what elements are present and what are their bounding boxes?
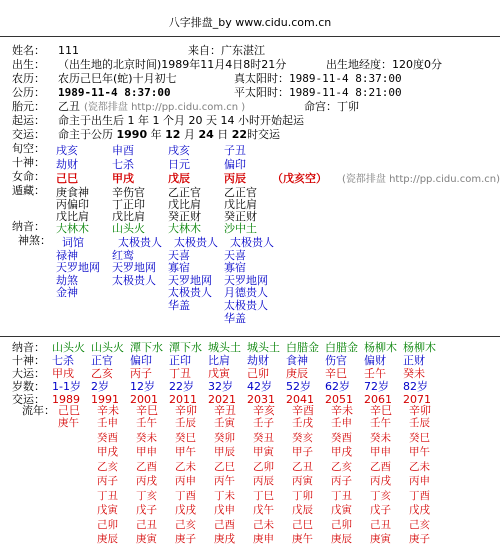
- liunian-cell: 乙亥: [331, 460, 352, 473]
- mean-sun-value: 1989-11-4 8:21:00: [289, 86, 402, 99]
- liunian-cell: 戊辰: [292, 504, 313, 516]
- liunian-cell: 甲子: [292, 446, 313, 458]
- jiaoyun-year: 1990: [116, 128, 148, 141]
- liunian-cell: 己丑: [136, 518, 157, 531]
- shensha-cell: 华盖: [224, 311, 246, 325]
- liunian-cell: 庚辰: [97, 533, 118, 545]
- liunian-cell: 戊寅: [97, 504, 118, 516]
- nayin-cell: 大林木: [168, 222, 201, 235]
- nayin-label: 纳音：: [12, 220, 45, 233]
- liunian-cell: 己巳: [292, 518, 313, 531]
- liunian-cell: 壬辰: [175, 417, 196, 429]
- dayun-cell: 22岁: [169, 380, 194, 393]
- dayun-cell: 城头土: [247, 341, 280, 354]
- solar-value: 1989-11-4 8:37:00: [58, 86, 171, 99]
- shensha-cell: 太极贵人: [118, 236, 162, 249]
- dayun-cell: 2031: [247, 393, 275, 406]
- dayun-cell: 白腊金: [325, 341, 358, 354]
- dayun-cell: 杨柳木: [364, 341, 397, 354]
- dayun-cell: 72岁: [364, 380, 389, 393]
- row-label: 十神：: [12, 354, 45, 367]
- birth-label: 出生：: [12, 58, 45, 71]
- liunian-cell: 丁未: [214, 489, 235, 502]
- jiaoyun-label: 交运：: [12, 128, 45, 141]
- liunian-cell: 乙未: [409, 460, 430, 473]
- dayun-cell: 2001: [130, 393, 158, 406]
- canggan-cell: 戊比肩: [112, 210, 145, 223]
- liunian-head: 辛未: [331, 404, 353, 417]
- liunian-cell: 壬戌: [292, 417, 313, 429]
- dayun-cell: 2071: [403, 393, 431, 406]
- liunian-cell: 丁巳: [253, 489, 274, 502]
- liunian-cell: 戊子: [136, 504, 157, 516]
- shensha-cell: 寡宿: [224, 261, 246, 275]
- liunian-cell: 丁亥: [136, 489, 157, 502]
- shishen-row: [12, 156, 58, 170]
- dayun-cell: 甲戌: [52, 367, 74, 380]
- canggan-row: [12, 184, 58, 198]
- liunian-cell: 庚子: [409, 533, 430, 545]
- liunian-cell: 庚辰: [331, 533, 352, 545]
- nayin-row: [12, 220, 58, 234]
- minggong-value: 丁卯: [337, 100, 359, 113]
- liunian-cell: 丁亥: [370, 489, 391, 502]
- dayun-cell: 劫财: [247, 354, 269, 367]
- dayun-cell: 潭下水: [169, 341, 202, 354]
- liunian-cell: 丙寅: [292, 475, 313, 487]
- liunian-cell: 壬申: [97, 417, 118, 429]
- liunian-head: 辛丑: [214, 404, 236, 417]
- dayun-cell: 正印: [169, 354, 191, 367]
- mean-sun-label: 平太阳时：: [234, 86, 289, 99]
- dayun-cell: 己卯: [247, 367, 269, 380]
- shensha-cell: 天喜: [224, 248, 246, 262]
- shishen-cell: 劫财: [56, 158, 78, 171]
- shensha-cell: 太极贵人: [174, 236, 218, 249]
- dayun-cell: 偏财: [364, 354, 386, 367]
- liunian-cell: 戊戌: [175, 504, 196, 516]
- liunian-cell: 己卯: [331, 518, 352, 531]
- dayun-cell: 戊寅: [208, 367, 230, 380]
- origin-label: 来自：: [188, 44, 221, 57]
- dayun-cell: 山头火: [52, 341, 85, 354]
- liunian-cell: 己未: [253, 518, 274, 531]
- dayun-cell: 62岁: [325, 380, 350, 393]
- lon-value: 120度0分: [392, 58, 442, 71]
- liunian-cell: 癸酉: [331, 431, 352, 444]
- dayun-cell: 丁丑: [169, 367, 191, 380]
- site-link-2[interactable]: (瓷都排盘 http://pp.cidu.com.cn): [342, 174, 500, 185]
- liunian-cell: 乙未: [175, 460, 196, 473]
- lunar-label: 农历：: [12, 72, 45, 85]
- liunian-cell: 庚申: [253, 533, 274, 545]
- liunian-label: 流年：: [22, 404, 55, 417]
- shishen-cell: 偏印: [224, 158, 246, 171]
- page-title: 八字排盘_by www.cidu.com.cn: [168, 16, 332, 29]
- canggan-cell: 丙偏印: [56, 198, 89, 211]
- liunian-head: 辛卯: [175, 404, 197, 417]
- liunian-cell: 丁酉: [175, 489, 196, 502]
- dayun-cell: 庚辰: [286, 367, 308, 380]
- qiyun-value: 命主于出生后 1 年 1 个月 20 天 14 小时开始起运: [58, 114, 304, 127]
- liunian-cell: 丁丑: [97, 489, 118, 502]
- shensha-cell: 禄神: [56, 248, 78, 262]
- name-value: 111: [58, 44, 79, 57]
- shishen-label: 十神：: [12, 156, 45, 169]
- dayun-cell: 1991: [91, 393, 119, 406]
- taiyuan-label: 胎元：: [12, 100, 45, 113]
- dayun-cell: 2051: [325, 393, 353, 406]
- dayun-shishen-row: [12, 354, 442, 367]
- nayin-cell: 沙中土: [224, 222, 257, 235]
- liunian-cell: 壬午: [370, 417, 391, 429]
- dayun-cell: 白腊金: [286, 341, 319, 354]
- dayun-cell: 32岁: [208, 380, 233, 393]
- liunian-cell: 己卯: [97, 518, 118, 531]
- divider: [0, 36, 500, 37]
- dayun-cell: 2岁: [91, 380, 109, 393]
- liunian-cell: 癸酉: [97, 431, 118, 444]
- liunian-cell: 癸未: [370, 431, 391, 444]
- liunian-cell: 壬申: [331, 417, 352, 429]
- shensha-cell: 太极贵人: [230, 236, 274, 249]
- canggan-cell: 乙正官: [168, 186, 201, 199]
- site-link[interactable]: (瓷都排盘 http://pp.cidu.com.cn ): [84, 102, 246, 113]
- liunian-cell: 己丑: [370, 518, 391, 531]
- dayun-cell: 辛巳: [325, 367, 347, 380]
- solar-row: [12, 86, 402, 100]
- dayun-cell: 七杀: [52, 354, 74, 367]
- shensha-cell: 天罗地网: [168, 273, 212, 287]
- dayun-cell: 山头火: [91, 341, 124, 354]
- nvming-row: [12, 170, 58, 184]
- liunian-cell: 丙午: [214, 475, 235, 487]
- nvming-label: 女命：: [12, 170, 45, 183]
- name-row: [12, 44, 265, 58]
- liunian-cell: 戊申: [214, 504, 235, 516]
- origin-value: 广东湛江: [221, 44, 265, 57]
- canggan-cell: 戊比肩: [56, 210, 89, 223]
- shensha-cell: 天罗地网: [224, 273, 268, 287]
- dayun-cell: 82岁: [403, 380, 428, 393]
- liunian-cell: 庚寅: [370, 533, 391, 545]
- dayun-cell: 伤官: [325, 354, 347, 367]
- row-label: 纳音：: [12, 341, 45, 354]
- liunian-cell: 己酉: [214, 518, 235, 531]
- dayun-cell: 壬午: [364, 367, 386, 380]
- canggan-cell: 癸正财: [168, 210, 201, 223]
- dayun-cell: 比肩: [208, 354, 230, 367]
- liunian-head: 辛酉: [292, 404, 314, 417]
- liunian-cell: 甲申: [136, 446, 157, 458]
- pillar-ganzhi: 戊辰: [168, 172, 190, 185]
- dayun-cell: 52岁: [286, 380, 311, 393]
- liunian-cell: 癸亥: [292, 431, 313, 444]
- liunian-cell: 乙酉: [136, 460, 157, 473]
- canggan-label: 遁藏：: [12, 184, 45, 197]
- lon-label: 出生地经度：: [326, 58, 392, 71]
- liunian-cell: 庚午: [292, 533, 313, 545]
- liunian-cell: 丙申: [175, 475, 196, 487]
- liunian-cell: 丙戌: [136, 475, 157, 487]
- true-sun-label: 真太阳时：: [234, 72, 289, 85]
- liunian-cell: 己亥: [409, 518, 430, 531]
- shensha-cell: 天罗地网: [112, 261, 156, 275]
- liunian-cell: 乙巳: [214, 460, 235, 473]
- dayun-cell: 食神: [286, 354, 308, 367]
- liunian-cell: 庚子: [175, 533, 196, 545]
- liunian-cell: 乙亥: [97, 460, 118, 473]
- canggan-cell: 丁正印: [112, 198, 145, 211]
- liunian-cell: 丁丑: [331, 489, 352, 502]
- liunian-cell: 壬辰: [409, 417, 430, 429]
- liunian-head: 辛亥: [253, 404, 275, 417]
- birth-value: （出生地的北京时间)1989年11月4日8时21分: [58, 58, 287, 71]
- jiaoyun-hour: 22: [231, 128, 248, 141]
- dayun-cell: 杨柳木: [403, 341, 436, 354]
- taiyuan-value: 乙丑: [58, 100, 80, 113]
- jiaoyun-d: 日: [217, 128, 229, 141]
- dayun-cell: 偏印: [130, 354, 152, 367]
- liunian-cell: 戊寅: [331, 504, 352, 516]
- dayun-cell: 丙子: [130, 367, 152, 380]
- liunian-head: 辛未: [97, 404, 119, 417]
- liunian-head: 辛巳: [370, 404, 392, 417]
- dayun-age-row: [12, 380, 442, 393]
- shensha-cell: 天罗地网: [56, 261, 100, 275]
- lunar-value: 农历己巳年(蛇)十月初七: [58, 72, 177, 85]
- shishen-cell: 日元: [168, 158, 190, 171]
- liunian-cell: 戊戌: [409, 504, 430, 516]
- liunian-cell: 壬寅: [214, 417, 235, 429]
- liunian-cell: 癸卯: [214, 431, 235, 444]
- name-label: 姓名：: [12, 44, 45, 57]
- liunian-cell: 乙卯: [253, 460, 274, 473]
- shensha-cell: 词馆: [62, 236, 84, 249]
- pillar-ganzhi: 己巳: [56, 172, 78, 185]
- dayun-gz-row: [12, 367, 442, 380]
- liunian-head: 辛卯: [409, 404, 431, 417]
- liunian-cell: 壬子: [253, 417, 274, 429]
- canggan-cell: 癸正财: [224, 210, 257, 223]
- liunian-cell: 丁酉: [409, 489, 430, 502]
- kong-note: （戊亥空）: [272, 172, 327, 185]
- liunian-cell: 癸巳: [409, 431, 430, 444]
- shensha-cell: 天喜: [168, 248, 190, 262]
- liunian-head: 己巳: [58, 404, 80, 417]
- liunian-cell: 壬午: [136, 417, 157, 429]
- dayun-cell: 潭下水: [130, 341, 163, 354]
- dayun-cell: 乙亥: [91, 367, 113, 380]
- liunian-cell: 己亥: [175, 518, 196, 531]
- dayun-cell: 1-1岁: [52, 380, 81, 393]
- liunian-cell: 甲午: [175, 446, 196, 458]
- xunkong-label: 旬空：: [12, 142, 45, 155]
- liunian-cell: 丙申: [409, 475, 430, 487]
- minggong-label: 命宫：: [304, 100, 337, 113]
- dayun-cell: 正财: [403, 354, 425, 367]
- jiaoyun-month: 12: [165, 128, 181, 141]
- dayun-cell: 2061: [364, 393, 392, 406]
- dayun-cell: 2041: [286, 393, 314, 406]
- liunian-cell: 丁卯: [292, 489, 313, 502]
- liunian-cell: 甲辰: [214, 446, 235, 458]
- canggan-cell: 戊比肩: [168, 198, 201, 211]
- dayun-nayin-row: [12, 341, 442, 354]
- row-label: 岁数：: [12, 380, 45, 393]
- shensha-cell: 太极贵人: [224, 299, 268, 312]
- liunian-cell: 戊午: [253, 504, 274, 516]
- birth-row: [12, 58, 442, 72]
- liunian-cell: 丙戌: [370, 475, 391, 487]
- jiaoyun-y: 年: [150, 128, 162, 141]
- pillar-ganzhi: 甲戌: [112, 172, 134, 185]
- xunkong-cell: 戌亥: [168, 144, 190, 157]
- shensha-label: 神煞：: [18, 234, 51, 247]
- dayun-cell: 城头土: [208, 341, 241, 354]
- canggan-cell: 乙正官: [224, 186, 257, 199]
- qiyun-label: 起运：: [12, 114, 45, 127]
- liunian-cell: 甲申: [370, 446, 391, 458]
- liunian-cell: 丙辰: [253, 475, 274, 487]
- liunian-cell: 甲午: [409, 446, 430, 458]
- xunkong-row: [12, 142, 58, 156]
- liunian-head: 辛巳: [136, 404, 158, 417]
- true-sun-value: 1989-11-4 8:37:00: [289, 72, 402, 85]
- liunian-cell: 庚戌: [214, 533, 235, 545]
- jiaoyun-pre: 命主于公历: [58, 128, 113, 141]
- liunian-cell: 癸未: [136, 431, 157, 444]
- row-label: 大运：: [12, 367, 45, 380]
- canggan-cell: 戊比肩: [224, 198, 257, 211]
- jiaoyun-day: 24: [198, 128, 214, 141]
- dayun-cell: 12岁: [130, 380, 155, 393]
- dayun-cell: 42岁: [247, 380, 272, 393]
- liunian-cell: 甲戌: [97, 446, 118, 458]
- dayun-cell: 癸未: [403, 367, 425, 380]
- shensha-cell: 红鸾: [112, 248, 134, 262]
- solar-label: 公历：: [12, 86, 45, 99]
- xunkong-cell: 申酉: [112, 144, 134, 157]
- xunkong-cell: 戌亥: [56, 144, 78, 157]
- nayin-cell: 大林木: [56, 222, 89, 235]
- shensha-cell: 太极贵人: [168, 286, 212, 300]
- liunian-cell: 丙子: [97, 475, 118, 487]
- shensha-cell: 金神: [56, 286, 78, 300]
- shensha-cell: 华盖: [168, 299, 190, 312]
- liunian-cell: 庚寅: [136, 533, 157, 545]
- divider: [0, 336, 500, 337]
- canggan-cell: 辛伤官: [112, 186, 145, 199]
- jiaoyun-m: 月: [183, 128, 195, 141]
- row-label: 交运：: [12, 393, 45, 406]
- shensha-cell: 月德贵人: [224, 286, 268, 300]
- taiyuan-row: [12, 100, 359, 114]
- dayun-cell: 1989: [52, 393, 80, 406]
- dayun-cell: 正官: [91, 354, 113, 367]
- shensha-cell: 寡宿: [168, 261, 190, 275]
- lunar-row: [12, 72, 402, 86]
- liunian-cell: 丙子: [331, 475, 352, 487]
- shensha-cell: 太极贵人: [112, 273, 156, 287]
- shishen-cell: 七杀: [112, 158, 134, 171]
- shensha-cell: 劫煞: [56, 273, 78, 287]
- qiyun-row: [12, 114, 304, 128]
- liunian-cell: 乙酉: [370, 460, 391, 473]
- jiaoyun-row: [12, 128, 280, 142]
- pillar-ganzhi: 丙辰: [224, 172, 246, 185]
- canggan-cell: 庚食神: [56, 186, 89, 199]
- xunkong-cell: 子丑: [224, 144, 246, 157]
- dayun-cell: 2011: [169, 393, 197, 406]
- jiaoyun-post: 时交运: [247, 128, 281, 141]
- dayun-cell: 2021: [208, 393, 236, 406]
- nayin-cell: 山头火: [112, 222, 145, 235]
- liunian-cell: 甲寅: [253, 446, 274, 458]
- liunian-cell: 乙丑: [292, 460, 313, 473]
- liunian-cell: 甲戌: [331, 446, 352, 458]
- liunian-cell: 戊子: [370, 504, 391, 516]
- dayun-table: [12, 341, 442, 406]
- liunian-cell: 癸丑: [253, 431, 274, 444]
- liunian-cell: 庚午: [58, 417, 79, 429]
- liunian-cell: 癸巳: [175, 431, 196, 444]
